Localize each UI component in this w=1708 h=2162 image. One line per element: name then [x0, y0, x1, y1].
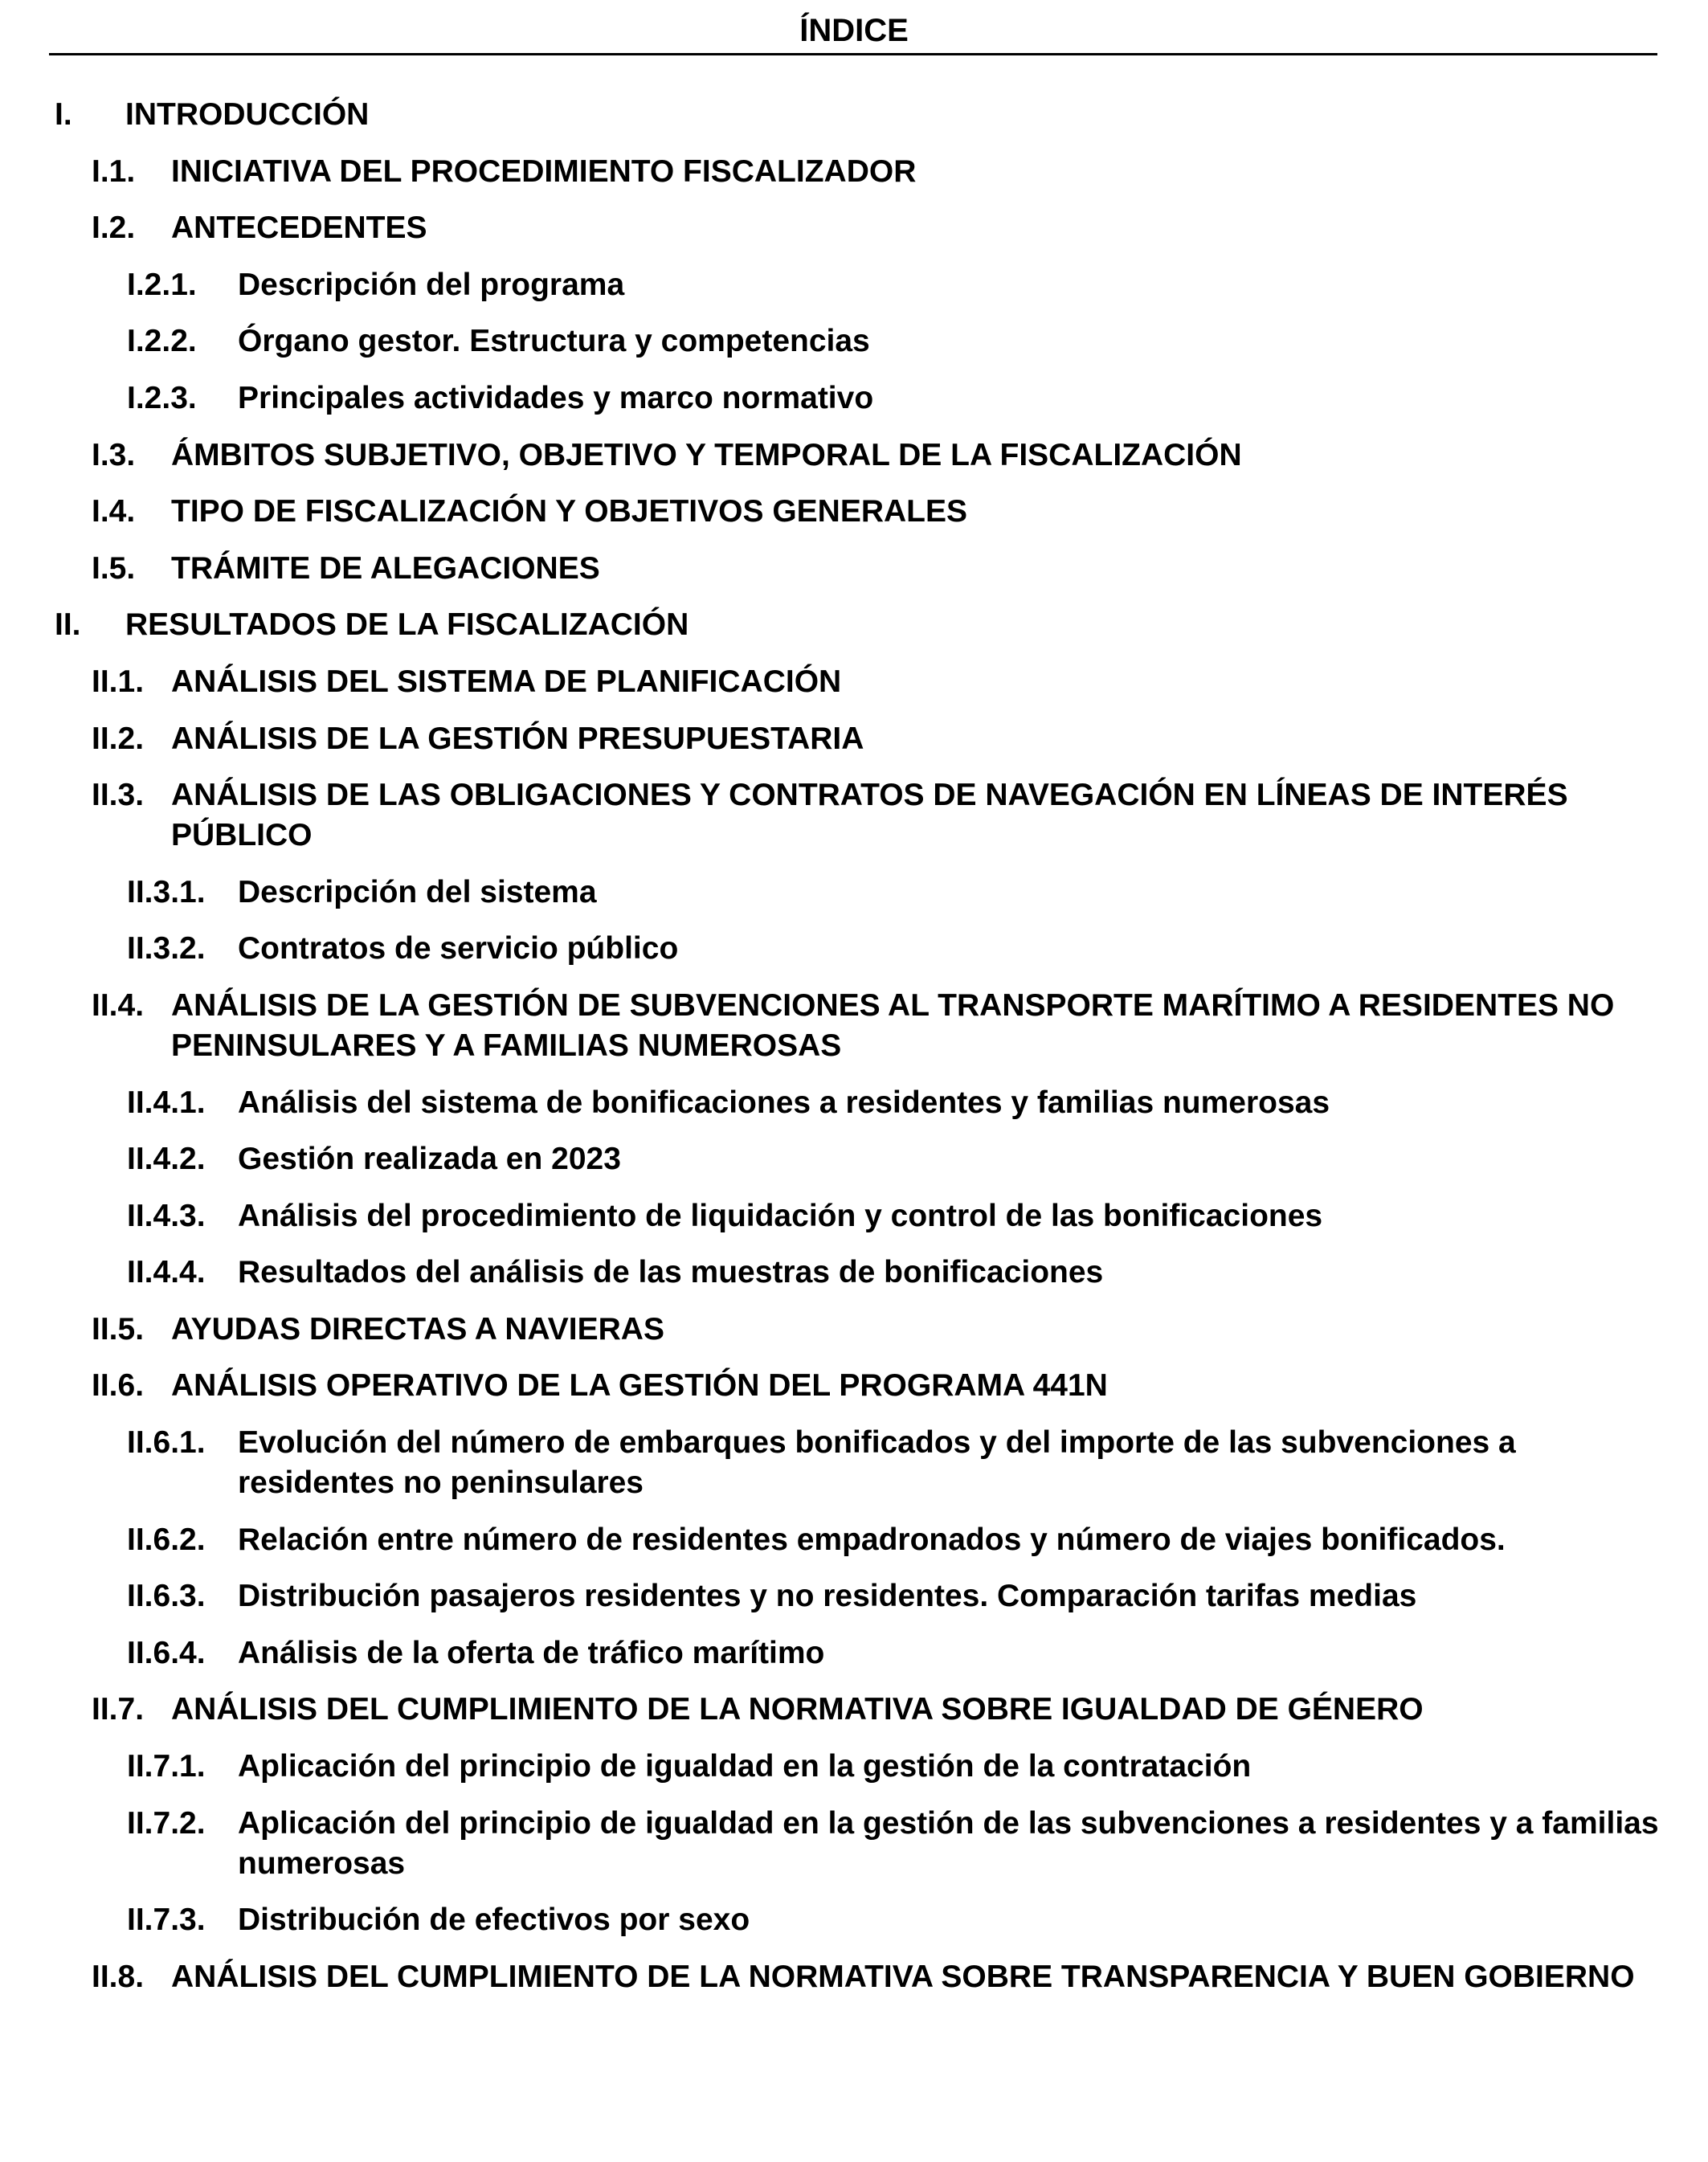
- toc-entry-number: II.4.: [92, 987, 145, 1023]
- toc-entry-title: Distribución de efectivos por sexo: [238, 1902, 750, 1938]
- toc-entry-title: Resultados del análisis de las muestras de bonificaciones: [238, 1255, 1104, 1290]
- toc-entry[interactable]: [0, 1633, 1708, 1674]
- toc-entry[interactable]: [0, 1900, 1708, 1940]
- toc-entry-title: ANÁLISIS DE LAS OBLIGACIONES Y CONTRATOS DE NAVEGACIÓN EN LÍNEAS DE INTERÉS PÚBLICO: [171, 778, 1568, 853]
- toc-entry-number: I.4.: [92, 494, 136, 529]
- toc-entry-number: I.1.: [92, 153, 136, 189]
- toc-entry-number: II.6.: [92, 1368, 145, 1404]
- toc-entry-number: I.: [55, 97, 72, 132]
- toc-entry[interactable]: [0, 605, 1708, 645]
- toc-entry-number: II.6.1.: [127, 1425, 206, 1461]
- toc-entry-title: Análisis del sistema de bonificaciones a residentes y familias numerosas: [238, 1085, 1330, 1120]
- toc-entry-number: II.6.3.: [127, 1579, 206, 1614]
- toc-entry-number: II.7.: [92, 1692, 145, 1727]
- toc-entry-title: TIPO DE FISCALIZACIÓN Y OBJETIVOS GENERALES: [171, 494, 968, 529]
- toc-entry-title: Aplicación del principio de igualdad en la gestión de la contratación: [238, 1749, 1252, 1784]
- toc-entry[interactable]: [0, 1804, 1708, 1884]
- toc-entry[interactable]: [0, 265, 1708, 305]
- toc-entry-number: II.7.2.: [127, 1805, 206, 1841]
- toc-entry-title: Aplicación del principio de igualdad en la gestión de las subvenciones a residentes y a familias numerosas: [238, 1805, 1659, 1881]
- table-of-contents: [0, 95, 1708, 2013]
- toc-entry[interactable]: [0, 1520, 1708, 1560]
- toc-entry-title: Órgano gestor. Estructura y competencias: [238, 324, 870, 359]
- toc-entry-title: ANTECEDENTES: [171, 210, 427, 246]
- toc-entry-number: II.1.: [92, 664, 145, 699]
- toc-entry-title: Análisis del procedimiento de liquidación y control de las bonificaciones: [238, 1198, 1323, 1233]
- toc-entry-number: II.3.1.: [127, 874, 206, 909]
- toc-entry[interactable]: [0, 321, 1708, 362]
- toc-entry[interactable]: [0, 1957, 1708, 1997]
- toc-entry-title: Principales actividades y marco normativo: [238, 380, 874, 415]
- toc-entry-title: ANÁLISIS DE LA GESTIÓN DE SUBVENCIONES AL TRANSPORTE MARÍTIMO A RESIDENTES NO PENINSULARES Y A FAMILIAS NUMEROSAS: [171, 987, 1615, 1063]
- toc-entry-number: II.3.2.: [127, 931, 206, 967]
- toc-entry[interactable]: [0, 1196, 1708, 1236]
- toc-entry[interactable]: [0, 1253, 1708, 1293]
- toc-entry-title: Evolución del número de embarques bonificados y del importe de las subvenciones a residentes no peninsulares: [238, 1425, 1516, 1501]
- toc-entry-number: II.6.4.: [127, 1635, 206, 1670]
- toc-entry[interactable]: [0, 435, 1708, 476]
- toc-entry-number: I.5.: [92, 550, 136, 586]
- toc-entry[interactable]: [0, 719, 1708, 759]
- toc-entry-number: I.3.: [92, 437, 136, 472]
- toc-entry-number: I.2.1.: [127, 267, 197, 302]
- toc-entry-number: I.2.2.: [127, 324, 197, 359]
- toc-entry-title: Descripción del programa: [238, 267, 625, 302]
- toc-entry[interactable]: [0, 492, 1708, 532]
- toc-entry-number: II.: [55, 607, 81, 643]
- toc-entry[interactable]: [0, 378, 1708, 419]
- toc-entry[interactable]: [0, 1690, 1708, 1730]
- toc-entry-number: II.5.: [92, 1311, 145, 1347]
- toc-entry-title: Contratos de servicio público: [238, 931, 679, 967]
- toc-entry-title: ANÁLISIS DEL CUMPLIMIENTO DE LA NORMATIVA SOBRE TRANSPARENCIA Y BUEN GOBIERNO: [171, 1959, 1635, 1994]
- toc-entry[interactable]: [0, 662, 1708, 702]
- toc-entry-title: AYUDAS DIRECTAS A NAVIERAS: [171, 1311, 664, 1347]
- toc-entry-number: II.4.1.: [127, 1085, 206, 1120]
- toc-entry[interactable]: [0, 986, 1708, 1066]
- toc-entry-title: ANÁLISIS DEL CUMPLIMIENTO DE LA NORMATIVA SOBRE IGUALDAD DE GÉNERO: [171, 1692, 1424, 1727]
- toc-entry[interactable]: [0, 208, 1708, 248]
- toc-entry-number: II.7.1.: [127, 1749, 206, 1784]
- toc-entry-title: ANÁLISIS DEL SISTEMA DE PLANIFICACIÓN: [171, 664, 842, 699]
- toc-entry[interactable]: [0, 1423, 1708, 1503]
- toc-entry-title: INICIATIVA DEL PROCEDIMIENTO FISCALIZADOR: [171, 153, 917, 189]
- toc-entry[interactable]: [0, 95, 1708, 135]
- toc-entry-title: ANÁLISIS OPERATIVO DE LA GESTIÓN DEL PROGRAMA 441N: [171, 1368, 1108, 1404]
- toc-entry[interactable]: [0, 1576, 1708, 1616]
- toc-entry[interactable]: [0, 873, 1708, 913]
- toc-entry-title: Distribución pasajeros residentes y no residentes. Comparación tarifas medias: [238, 1579, 1417, 1614]
- toc-entry[interactable]: [0, 549, 1708, 589]
- toc-entry[interactable]: [0, 929, 1708, 969]
- toc-entry-number: II.4.3.: [127, 1198, 206, 1233]
- toc-entry-title: Descripción del sistema: [238, 874, 597, 909]
- toc-entry[interactable]: [0, 1747, 1708, 1787]
- toc-entry-number: I.2.: [92, 210, 136, 246]
- toc-entry-number: II.4.2.: [127, 1142, 206, 1177]
- toc-entry-title: ÁMBITOS SUBJETIVO, OBJETIVO Y TEMPORAL DE LA FISCALIZACIÓN: [171, 437, 1242, 472]
- toc-entry[interactable]: [0, 1083, 1708, 1123]
- toc-entry[interactable]: [0, 1310, 1708, 1350]
- toc-entry-title: ANÁLISIS DE LA GESTIÓN PRESUPUESTARIA: [171, 721, 864, 756]
- page-title: ÍNDICE: [799, 13, 909, 48]
- toc-entry-number: I.2.3.: [127, 380, 197, 415]
- toc-entry-title: Análisis de la oferta de tráfico marítimo: [238, 1635, 825, 1670]
- title-divider: [49, 53, 1657, 55]
- toc-entry-number: II.8.: [92, 1959, 145, 1994]
- toc-entry[interactable]: [0, 152, 1708, 192]
- toc-entry-title: TRÁMITE DE ALEGACIONES: [171, 550, 600, 586]
- toc-entry-number: II.6.2.: [127, 1522, 206, 1557]
- toc-entry-title: RESULTADOS DE LA FISCALIZACIÓN: [125, 607, 689, 643]
- toc-entry-number: II.3.: [92, 778, 145, 813]
- toc-entry-title: Relación entre número de residentes empadronados y número de viajes bonificados.: [238, 1522, 1506, 1557]
- toc-entry-title: Gestión realizada en 2023: [238, 1142, 621, 1177]
- toc-entry[interactable]: [0, 1366, 1708, 1406]
- toc-entry-number: II.7.3.: [127, 1902, 206, 1938]
- toc-entry-title: INTRODUCCIÓN: [125, 97, 370, 132]
- toc-entry-number: II.4.4.: [127, 1255, 206, 1290]
- toc-entry[interactable]: [0, 1139, 1708, 1179]
- toc-entry[interactable]: [0, 775, 1708, 856]
- toc-entry-number: II.2.: [92, 721, 145, 756]
